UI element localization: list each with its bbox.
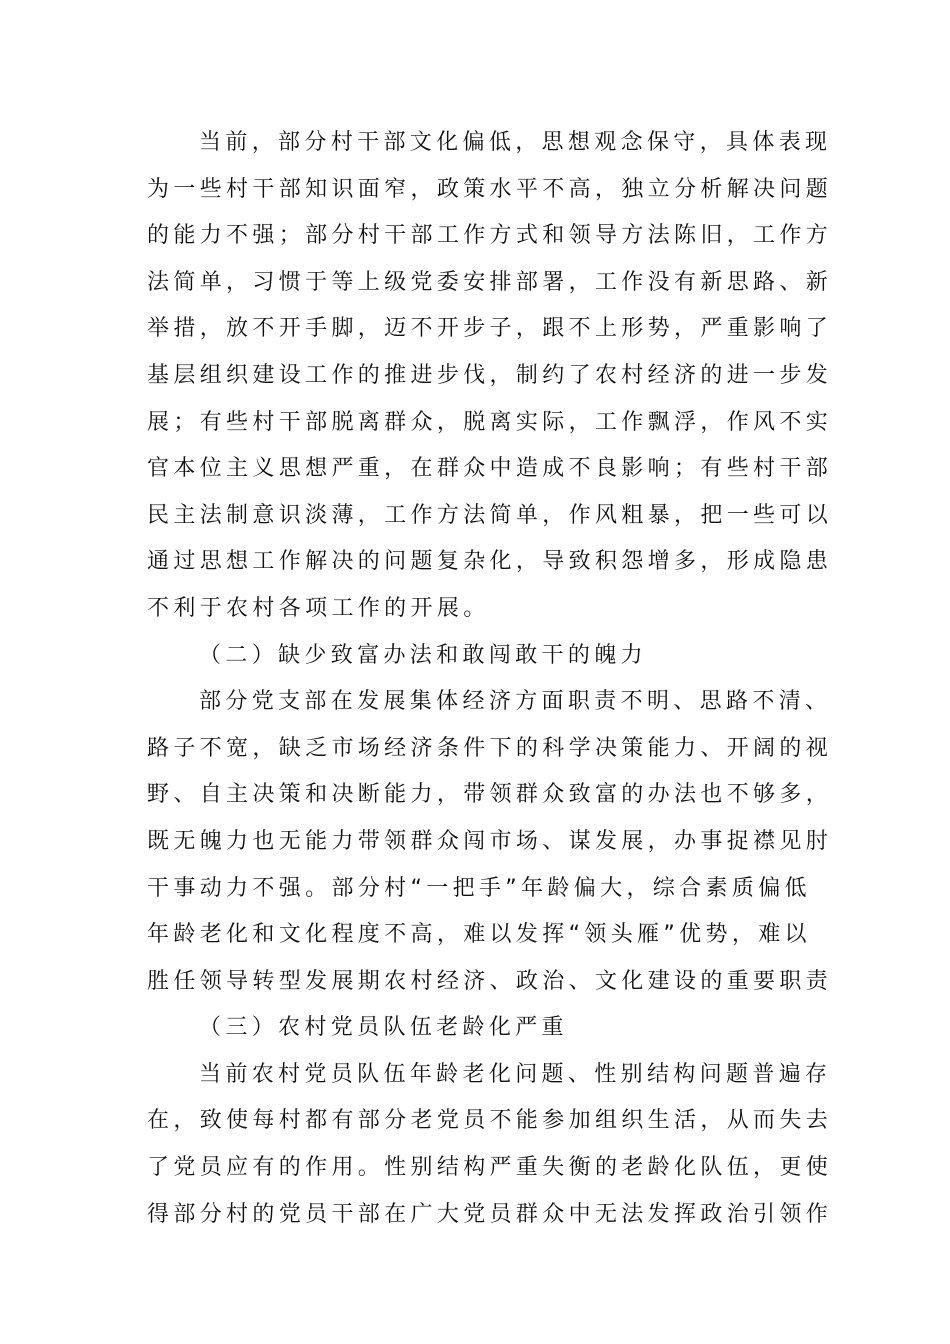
text-line: 民主法制意识淡薄，工作方法简单，作风粗暴，把一些可以 — [147, 502, 833, 528]
text-line: 路子不宽，缺乏市场经济条件下的科学决策能力、开阔的视 — [147, 735, 833, 761]
text-line: 了党员应有的作用。性别结构严重失衡的老龄化队伍，更使 — [147, 1155, 833, 1181]
text-line: 的能力不强；部分村干部工作方式和领导方法陈旧，工作方 — [147, 223, 833, 249]
text-line: 在，致使每村都有部分老党员不能参加组织生活，从而失去 — [147, 1108, 833, 1134]
text-line: 基层组织建设工作的推进步伐，制约了农村经济的进一步发 — [147, 362, 833, 388]
text-line: 展；有些村干部脱离群众，脱离实际，工作飘浮，作风不实 — [147, 409, 833, 435]
text-line: 不利于农村各项工作的开展。 — [147, 595, 490, 621]
heading-text: （二）缺少致富办法和敢闯敢干的魄力 — [199, 642, 647, 668]
text-line: 得部分村的党员干部在广大党员群众中无法发挥政治引领作 — [147, 1201, 833, 1227]
paragraph-lack-of-methods — [147, 679, 833, 1005]
section-heading-3 — [147, 1005, 812, 1052]
text-line: 当前，部分村干部文化偏低，思想观念保守，具体表现 — [199, 130, 832, 155]
text-line: 既无魄力也无能力带领群众闯市场、谋发展，办事捉襟见肘 — [147, 828, 833, 854]
text-line: 通过思想工作解决的问题复杂化，导致积怨增多，形成隐患 — [147, 549, 833, 575]
text-line: 为一些村干部知识面窄，政策水平不高，独立分析解决问题 — [147, 176, 833, 202]
text-line: 部分党支部在发展集体经济方面职责不明、思路不清、 — [199, 689, 832, 715]
text-line: 干事动力不强。部分村“一把手”年龄偏大，综合素质偏低 — [147, 875, 811, 901]
text-line: 当前农村党员队伍年龄老化问题、性别结构问题普遍存 — [199, 1061, 832, 1087]
text-line: 胜任领导转型发展期农村经济、政治、文化建设的重要职责 — [147, 968, 833, 994]
text-line: 官本位主义思想严重，在群众中造成不良影响；有些村干部 — [147, 456, 833, 482]
text-line: 年龄老化和文化程度不高，难以发挥“领头雁”优势，难以 — [147, 922, 811, 948]
document-page — [147, 120, 833, 1238]
paragraph-village-cadres-problems — [147, 120, 833, 633]
paragraph-aging-membership — [147, 1052, 833, 1238]
section-heading-2 — [147, 633, 812, 680]
text-line: 野、自主决策和决断能力，带领群众致富的办法也不够多， — [147, 782, 833, 808]
text-line: 举措，放不开手脚，迈不开步子，跟不上形势，严重影响了 — [147, 316, 833, 342]
text-line: 法简单，习惯于等上级党委安排部署，工作没有新思路、新 — [147, 269, 833, 295]
heading-text: （三）农村党员队伍老龄化严重 — [199, 1015, 568, 1041]
